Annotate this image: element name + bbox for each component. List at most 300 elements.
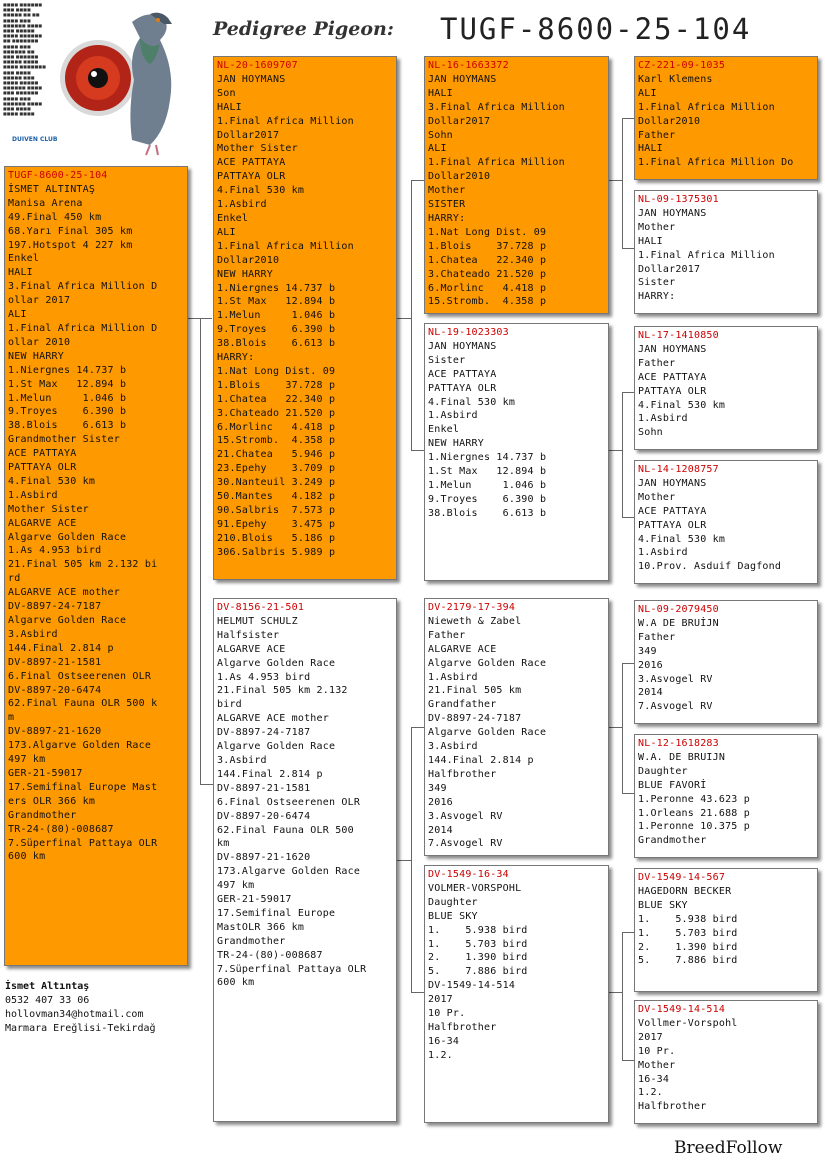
pigeon-info-line: 4.Final 530 km (217, 185, 305, 197)
pigeon-card-dam-dam[interactable] (424, 865, 609, 1123)
pigeon-info-line: Grandmother (217, 935, 286, 947)
pigeon-info-line: ALGARVE ACE (8, 517, 77, 529)
pigeon-info-line: 6.Morlinc 4.418 p (428, 282, 547, 294)
pigeon-info-line: Algarve Golden Race (8, 531, 127, 543)
pigeon-info-line: 2017 (638, 1031, 663, 1043)
ring-number: NL-20-1609707 (217, 60, 298, 71)
pigeon-info-line: PATTAYA OLR (638, 519, 707, 531)
pigeon-info-line: 10.Prov. Asduif Dagfond (638, 561, 782, 573)
pigeon-info-line: Father (428, 629, 466, 641)
pigeon-info-line: PATTAYA OLR (638, 385, 707, 397)
pigeon-info-line: 1.Nat Long Dist. 09 (217, 365, 336, 377)
pigeon-info-line: Mother (428, 185, 466, 197)
pigeon-info-line: Daughter (638, 765, 688, 777)
pigeon-info-line: 38.Blois 6.613 b (428, 507, 547, 519)
pigeon-info-line: 497 km (217, 880, 255, 892)
pigeon-info-line: 1.Final Africa Million D (8, 322, 158, 334)
pigeon-info-line: 1.Final Africa Million (638, 101, 775, 113)
pigeon-info-line: 1.Final Africa Million (217, 240, 354, 252)
pigeon-info-line: 173.Algarve Golden Race (217, 866, 361, 878)
logo-text-line: ■■■ ■■■■ (3, 7, 31, 13)
connector (622, 1060, 634, 1061)
pigeon-info-line: Grandmother (638, 835, 707, 847)
pigeon-info-line: 4.Final 530 km (638, 399, 726, 411)
pigeon-info-line: 7.Asvogel RV (428, 838, 503, 850)
pigeon-info-line: DV-1549-14-514 (428, 980, 516, 992)
pigeon-info-line: Mother (638, 1059, 676, 1071)
connector (411, 992, 424, 993)
pigeon-info-line: HAGEDORN BECKER (638, 885, 732, 897)
ring-number: DV-1549-16-34 (428, 869, 509, 880)
pigeon-card-dam[interactable] (213, 598, 397, 1122)
pigeon-info-line: 1.As 4.953 bird (217, 671, 311, 683)
pigeon-info-line: 2016 (428, 796, 453, 808)
pigeon-info-line: 9.Troyes 6.390 b (217, 324, 336, 336)
pigeon-card-g3-7[interactable] (634, 868, 818, 992)
pigeon-info-line: 1.Asbird (638, 547, 688, 559)
logo-text-line: ■■■■■ ■■ ■■ (3, 12, 40, 18)
connector (609, 727, 622, 728)
logo-text-line: ■■■ ■■■■ (3, 106, 31, 112)
ring-number: TUGF-8600-25-104 (8, 170, 108, 181)
pigeon-info-line: 10 Pr. (638, 1045, 676, 1057)
logo-text-line: ■■■■ ■■■■■■■ (3, 64, 46, 70)
pigeon-info-line: 2. 1.390 bird (428, 952, 528, 964)
pigeon-info-line: 1.St Max 12.894 b (8, 378, 127, 390)
pigeon-info-line: DV-8897-20-6474 (217, 810, 311, 822)
pigeon-info-line: 1.Peronne 10.375 p (638, 821, 750, 833)
logo-text-line: ■■■■■■ ■■■■ (3, 100, 43, 106)
pigeon-info-line: Grandmother Sister (8, 434, 120, 446)
pigeon-info-line: 21.Chatea 5.946 p (217, 449, 336, 461)
pigeon-info-line: 600 km (217, 977, 255, 989)
logo-text-line: ■■ ■■■■■■■ (3, 38, 39, 44)
pigeon-info-line: HALI (638, 143, 663, 155)
pigeon-info-line: Grandmother (8, 809, 77, 821)
owner-email[interactable]: hollovman34@hotmail.com (5, 1009, 144, 1020)
pigeon-info-line: JAN HOYMANS (217, 73, 286, 85)
page-title: Pedigree Pigeon: (213, 18, 394, 40)
pigeon-card-g3-5[interactable] (634, 600, 818, 724)
pigeon-info-line: 21.Final 505 km (428, 685, 522, 697)
pigeon-info-line: Algarve Golden Race (8, 615, 127, 626)
pigeon-info-line: 5. 7.886 bird (638, 955, 738, 967)
pigeon-info-line: 3.Asvogel RV (428, 810, 503, 822)
pigeon-card-g3-4[interactable] (634, 460, 818, 584)
pigeon-info-line: 1.Asbird (428, 671, 478, 683)
pigeon-info-line: 7.Süperfinal Pattaya OLR (217, 963, 367, 975)
pigeon-info-line: 173.Algarve Golden Race (8, 740, 152, 752)
pigeon-card-dam-sire[interactable] (424, 598, 609, 856)
pigeon-info-line: HALI (217, 101, 242, 113)
pigeon-info-line: HARRY: (217, 352, 255, 364)
pigeon-info-line: 4.Final 530 km (428, 396, 516, 408)
pigeon-info-line: 1.Niergnes 14.737 b (428, 452, 547, 464)
pigeon-card-g3-1[interactable] (634, 56, 818, 180)
pigeon-info-line: ACE PATTAYA (638, 371, 707, 383)
connector (622, 517, 634, 518)
pigeon-info-line: ALGARVE ACE (217, 643, 286, 655)
pigeon-info-line: 90.Salbris 7.573 p (217, 505, 336, 516)
pigeon-info-line: bird (217, 699, 242, 711)
pigeon-info-line: JAN HOYMANS (638, 207, 707, 219)
pigeon-info-line: 9.Troyes 6.390 b (8, 406, 127, 418)
pigeon-info-line: m (8, 712, 15, 724)
pigeon-info-line: ALI (8, 309, 27, 321)
pigeon-info-line: HALI (428, 87, 453, 99)
pigeon-info-line: 23.Epehy 3.709 p (217, 463, 336, 475)
club-name: DUIVEN CLUB (12, 136, 58, 143)
pigeon-info-line: Dollar2017 (428, 115, 491, 127)
pigeon-card-g3-8[interactable] (634, 1000, 818, 1124)
pigeon-info-line: 6.Final Ostseerenen OLR (8, 670, 152, 682)
logo-text-line: ■■■ ■■■■■ (3, 28, 35, 34)
logo-text-line: ■■■■ ■■■■■■ (3, 2, 43, 7)
pigeon-info-line: TR-24-(80)-008687 (8, 823, 114, 835)
pigeon-info-line: Nieweth & Zabel (428, 615, 522, 627)
pigeon-info-line: İSMET ALTINTAŞ (8, 183, 96, 195)
pigeon-info-line: 1.Niergnes 14.737 b (8, 364, 127, 376)
ring-number: NL-09-2079450 (638, 604, 719, 615)
owner-name: İsmet Altıntaş (5, 981, 90, 992)
pigeon-info-line: Sohn (428, 129, 453, 141)
owner-info (5, 980, 156, 1036)
pigeon-info-line: SISTER (428, 199, 466, 211)
pigeon-info-line: 1. 5.938 bird (638, 913, 738, 925)
pigeon-card-sire-sire[interactable] (424, 56, 609, 314)
pigeon-info-line: 1.Chatea 22.340 p (217, 393, 336, 405)
pigeon-info-line: 1.Peronne 43.623 p (638, 793, 750, 805)
pigeon-info-line: km (217, 838, 230, 850)
logo-text-line: ■■■■ ■■■ (3, 17, 31, 23)
pigeon-info-line: 17.Semifinal Europe (217, 907, 336, 919)
pigeon-info-line: MastOLR 366 km (217, 921, 305, 933)
subject-ring-heading: TUGF-8600-25-104 (440, 12, 752, 46)
pigeon-info-line: 1.Niergnes 14.737 b (217, 282, 336, 294)
pigeon-info-line: 3.Final Africa Million (428, 101, 565, 113)
pigeon-info-line: NEW HARRY (217, 268, 273, 280)
pigeon-info-line: 197.Hotspot 4 227 km (8, 239, 133, 251)
logo-text-line: ■■■■ ■■■■■■ (3, 33, 43, 39)
pigeon-info-line: ACE PATTAYA (217, 157, 286, 169)
pigeon-info-line: HARRY: (638, 291, 676, 303)
pigeon-info-line: 306.Salbris 5.989 p (217, 546, 336, 558)
pigeon-info-line: HALI (8, 267, 33, 279)
pigeon-info-line: 3.Chateado 21.520 p (217, 407, 336, 419)
logo-text-line: ■■■ ■■■■■■ (3, 90, 39, 96)
pigeon-info-line: JAN HOYMANS (638, 343, 707, 355)
ring-number: NL-14-1208757 (638, 464, 719, 475)
pigeon-info-line: 144.Final 2.814 p (217, 768, 323, 780)
pigeon-info-line: DV-8897-21-1620 (8, 726, 102, 738)
owner-phone: 0532 407 33 06 (5, 995, 90, 1006)
pigeon-info-line: 2017 (428, 994, 453, 1006)
pigeon-info-line: 349 (428, 782, 447, 794)
connector (622, 793, 634, 794)
pigeon-info-line: 210.Blois 5.186 p (217, 532, 336, 544)
pigeon-info-line: 1. 5.703 bird (428, 938, 528, 950)
pigeon-info-line: HALI (638, 235, 663, 247)
connector (411, 727, 424, 728)
pigeon-info-line: Algarve Golden Race (217, 657, 336, 669)
pigeon-info-line: 21.Final 505 km 2.132 (217, 685, 348, 697)
pigeon-info-line: W.A DE BRUİJN (638, 617, 719, 629)
pigeon-info-line: JAN HOYMANS (428, 340, 497, 352)
pigeon-info-line: ALI (217, 226, 236, 238)
pigeon-info-line: ACE PATTAYA (428, 368, 497, 380)
pigeon-info-line: 15.Stromb. 4.358 p (428, 296, 547, 308)
pigeon-info-line: HARRY: (428, 212, 466, 224)
pigeon-info-line: 1.Asbird (217, 199, 267, 211)
pigeon-info-line: Vollmer-Vorspohl (638, 1017, 738, 1029)
pigeon-info-line: NEW HARRY (428, 438, 484, 450)
ring-number: DV-8156-21-501 (217, 602, 305, 613)
pigeon-info-line: 6.Morlinc 4.418 p (217, 421, 336, 433)
pigeon-info-line: 10 Pr. (428, 1008, 466, 1020)
pigeon-info-line: Enkel (8, 253, 40, 265)
pigeon-info-line: ALI (428, 143, 447, 155)
pigeon-info-line: JAN HOYMANS (428, 73, 497, 85)
pigeon-info-line: 2016 (638, 659, 663, 671)
pigeon-info-line: DV-8897-24-7187 (8, 601, 102, 613)
pigeon-info-line: 2014 (428, 824, 453, 836)
pigeon-info-line: Father (638, 631, 676, 643)
pigeon-info-line: 3.Asbird (217, 754, 267, 766)
pigeon-info-line: 497 km (8, 754, 46, 766)
pigeon-info-line: 1.Nat Long Dist. 09 (428, 226, 547, 238)
pigeon-info-line: 1.Asbird (638, 413, 688, 425)
pigeon-info-line: ACE PATTAYA (8, 448, 77, 460)
connector (622, 932, 623, 1060)
pigeon-info-line: 21.Final 505 km 2.132 bi (8, 559, 158, 571)
pigeon-info-line: DV-8897-24-7187 (428, 713, 522, 725)
pigeon-info-line: VOLMER-VORSPOHL (428, 882, 522, 894)
club-logo (0, 0, 200, 160)
pigeon-info-line: 1.Melun 1.046 b (428, 479, 547, 491)
pigeon-info-line: 1. 5.938 bird (428, 924, 528, 936)
pigeon-info-line: Father (638, 357, 676, 369)
pigeon-info-line: BLUE SKY (428, 910, 478, 922)
pigeon-info-line: DV-8897-21-1581 (8, 656, 102, 668)
connector (411, 450, 424, 451)
pigeon-info-line: JAN HOYMANS (638, 477, 707, 489)
pigeon-info-line: HELMUT SCHULZ (217, 615, 298, 627)
pigeon-info-line: 38.Blois 6.613 b (217, 338, 336, 350)
pigeon-card-g3-3[interactable] (634, 326, 818, 450)
pigeon-info-line: PATTAYA OLR (217, 171, 286, 183)
pigeon-info-line: Sister (428, 354, 466, 366)
pigeon-info-line: DV-8897-20-6474 (8, 684, 102, 696)
pigeon-info-line: ers OLR 366 km (8, 795, 96, 807)
pigeon-info-line: PATTAYA OLR (428, 382, 497, 394)
connector (622, 118, 623, 248)
connector (411, 727, 412, 992)
connector (411, 180, 424, 181)
pigeon-info-line: Halfsister (217, 629, 280, 641)
connector (397, 318, 411, 319)
ring-number: NL-17-1410850 (638, 330, 719, 341)
pigeon-info-line: 1.2. (638, 1087, 663, 1099)
pigeon-info-line: 30.Nanteuil 3.249 p (217, 477, 336, 489)
pigeon-info-line: 349 (638, 645, 657, 657)
pigeon-info-line: 1.As 4.953 bird (8, 545, 102, 557)
pigeon-card-g3-2[interactable] (634, 190, 818, 314)
pigeon-info-line: Halfbrother (428, 768, 497, 780)
pigeon-info-line: 1.Chatea 22.340 p (428, 254, 547, 266)
pigeon-info-line: 2014 (638, 687, 663, 699)
pigeon-info-line: Halfbrother (638, 1101, 707, 1113)
pigeon-info-line: Enkel (428, 424, 460, 436)
ring-number: NL-19-1023303 (428, 327, 509, 338)
pigeon-info-line: ALI (638, 87, 657, 99)
pigeon-info-line: Dollar2017 (217, 129, 280, 141)
pigeon-info-line: 144.Final 2.814 p (428, 754, 534, 766)
pigeon-info-line: DV-8897-21-1620 (217, 852, 311, 864)
logo-text-line: ■■■■ ■■■■■ (3, 80, 39, 86)
ring-number: DV-2179-17-394 (428, 602, 516, 613)
pigeon-info-line: 2. 1.390 bird (638, 941, 738, 953)
pigeon-info-line: Dollar2017 (638, 263, 701, 275)
pigeon-card-sire-dam[interactable] (424, 323, 609, 581)
pigeon-info-line: ACE PATTAYA (638, 505, 707, 517)
pigeon-info-line: 1.Final Africa Million Do (638, 157, 794, 169)
logo-text-line: ■■■■ ■■■ (3, 43, 31, 49)
pigeon-info-line: 1.Final Africa Million (217, 115, 354, 127)
pigeon-info-line: 5. 7.886 bird (428, 966, 528, 978)
pigeon-info-line: 1.Asbird (428, 410, 478, 422)
pigeon-info-line: Daughter (428, 896, 478, 908)
pigeon-info-line: NEW HARRY (8, 350, 64, 362)
pigeon-info-line: Manisa Arena (8, 197, 83, 209)
connector (622, 392, 623, 517)
pigeon-info-line: ALGARVE ACE mother (8, 587, 120, 599)
pigeon-info-line: Halfbrother (428, 1021, 497, 1033)
pigeon-info-line: 6.Final Ostseerenen OLR (217, 796, 361, 808)
pigeon-info-line: Algarve Golden Race (428, 727, 547, 739)
pigeon-info-line: 1.St Max 12.894 b (428, 466, 547, 478)
logo-text-line: ■■■■ ■■■ (3, 95, 31, 101)
ring-number: NL-12-1618283 (638, 738, 719, 749)
pigeon-info-line: 16-34 (428, 1035, 460, 1047)
logo-text-line: ■■■ ■■■■ (3, 69, 31, 75)
pigeon-info-line: rd (8, 573, 21, 585)
connector (622, 118, 634, 119)
connector (200, 784, 213, 785)
connector (609, 992, 622, 993)
pigeon-info-line: Enkel (217, 212, 249, 224)
ring-number: CZ-221-09-1035 (638, 60, 726, 71)
pigeon-card-sire[interactable] (213, 56, 397, 580)
pigeon-info-line: 3.Asbird (8, 628, 58, 640)
logo-text-line: ■■■■■ ■■■ (3, 74, 35, 80)
pigeon-info-line: BLUE FAVORİ (638, 779, 707, 791)
pigeon-info-line: 1.Final Africa Million (428, 157, 565, 169)
ring-number: NL-16-1663372 (428, 60, 509, 71)
pigeon-info-line: 15.Stromb. 4.358 p (217, 435, 336, 447)
ring-number: DV-1549-14-567 (638, 872, 726, 883)
logo-text-line: ■■■■■■ ■■■■ (3, 22, 43, 28)
pigeon-info-line: Dollar2010 (638, 115, 701, 127)
logo-text-line: ■■■■■■ ■■■■ (3, 85, 43, 91)
pigeon-info-line: BLUE SKY (638, 899, 688, 911)
pigeon-info-line: 3.Asbird (428, 741, 478, 753)
connector (622, 663, 634, 664)
pigeon-info-line: 3.Chateado 21.520 p (428, 268, 547, 280)
logo-text-line: ■■■■■ ■■■■ (3, 59, 39, 65)
connector (411, 180, 412, 450)
pigeon-info-line: 1.Blois 37.728 p (428, 240, 547, 252)
pigeon-info-line: 1.Orleans 21.688 p (638, 807, 750, 819)
pigeon-info-line: 3.Asvogel RV (638, 673, 713, 685)
pigeon-info-line: 17.Semifinal Europe Mast (8, 781, 158, 793)
pigeon-info-line: 1.Asbird (8, 489, 58, 501)
pigeon-info-line: DV-8897-21-1581 (217, 782, 311, 794)
connector (622, 932, 634, 933)
pigeon-info-line: DV-8897-24-7187 (217, 727, 311, 739)
connector (609, 180, 622, 181)
pigeon-info-line: Mother (638, 491, 676, 503)
pigeon-info-line: Mother Sister (8, 503, 89, 515)
pigeon-info-line: 49.Final 450 km (8, 211, 102, 223)
pigeon-info-line: Algarve Golden Race (217, 741, 336, 753)
ring-number: NL-09-1375301 (638, 194, 719, 205)
pigeon-info-line: Son (217, 87, 236, 99)
pigeon-card-subject[interactable] (4, 166, 188, 966)
pigeon-info-line: 62.Final Fauna OLR 500 k (8, 698, 158, 710)
pigeon-card-g3-6[interactable] (634, 734, 818, 858)
connector (609, 450, 622, 451)
connector (622, 663, 623, 793)
pigeon-info-line: 4.Final 530 km (8, 475, 96, 487)
pigeon-info-line: 1.2. (428, 1049, 453, 1061)
pigeon-info-line: Dollar2010 (217, 254, 280, 266)
connector (200, 318, 201, 784)
pigeon-info-line: 4.Final 530 km (638, 533, 726, 545)
pigeon-info-line: 68.Yarı Final 305 km (8, 225, 133, 237)
pigeon-info-line: 7.Asvogel RV (638, 701, 713, 713)
pigeon-info-line: 7.Süperfinal Pattaya OLR (8, 837, 158, 849)
pigeon-info-line: 1.Melun 1.046 b (217, 310, 336, 322)
pigeon-info-line: 50.Mantes 4.182 p (217, 491, 336, 503)
logo-text-line: ■■■■ ■■■■ (3, 111, 35, 117)
logo-text-line: ■■■■■■ ■■ (3, 48, 35, 54)
connector (622, 392, 634, 393)
pigeon-info-line: Algarve Golden Race (428, 657, 547, 669)
pigeon-info-line: Karl Klemens (638, 73, 713, 85)
owner-location: Marmara Ereğlisi-Tekirdağ (5, 1023, 156, 1034)
pigeon-info-line: GER-21-59017 (8, 767, 83, 779)
pigeon-info-line: ollar 2017 (8, 295, 71, 307)
pigeon-info-line: Mother Sister (217, 143, 298, 155)
pigeon-info-line: 1. 5.703 bird (638, 927, 738, 939)
pigeon-info-line: Grandfather (428, 699, 497, 711)
pigeon-info-line: ollar 2010 (8, 336, 71, 348)
brand-footer: BreedFollow (674, 1138, 783, 1158)
connector (397, 860, 411, 861)
ring-number: DV-1549-14-514 (638, 1004, 726, 1015)
pigeon-info-line: 9.Troyes 6.390 b (428, 493, 547, 505)
pigeon-info-line: 91.Epehy 3.475 p (217, 518, 336, 530)
pigeon-info-line: Mother (638, 221, 676, 233)
pigeon-info-line: 16-34 (638, 1073, 670, 1085)
pigeon-info-line: PATTAYA OLR (8, 462, 77, 474)
pigeon-info-line: 3.Final Africa Million D (8, 281, 158, 293)
pigeon-info-line: 1.St Max 12.894 b (217, 296, 336, 308)
pigeon-info-line: 62.Final Fauna OLR 500 (217, 824, 354, 836)
pigeon-info-line: 1.Final Africa Million (638, 249, 775, 261)
pigeon-info-line: Sohn (638, 427, 663, 439)
pigeon-info-line: Father (638, 129, 676, 141)
